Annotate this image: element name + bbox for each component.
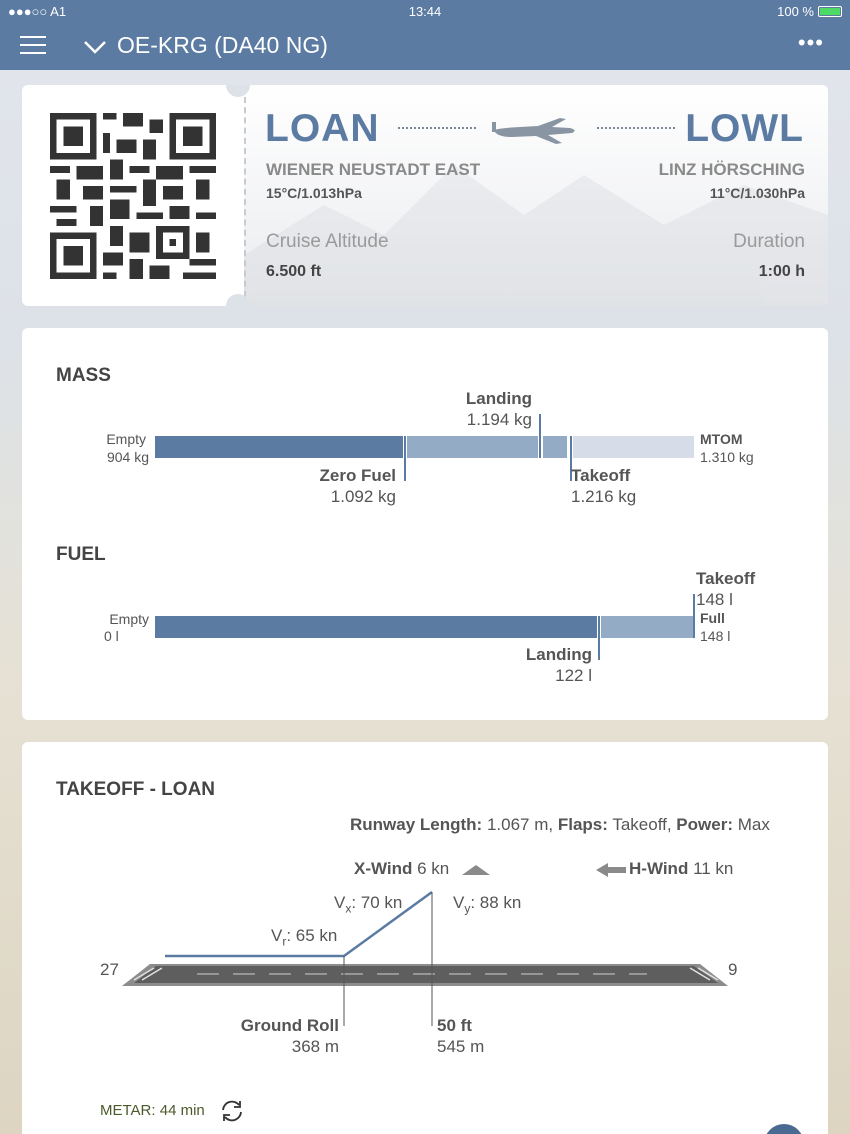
fuel-takeoff-label: Takeoff: [696, 569, 756, 588]
arrival-weather: 11°C/1.030hPa: [709, 185, 805, 201]
mass-fuel-card: [22, 328, 828, 720]
status-bar: [0, 0, 850, 22]
arrival-airport-name: LINZ HÖRSCHING: [658, 160, 805, 179]
runway-length-value: 1.067 m: [486, 815, 549, 834]
nav-bar: [0, 22, 850, 70]
chevron-down-icon[interactable]: [82, 34, 108, 60]
fuel-landing-value: 122 l: [555, 666, 592, 685]
zero-fuel-value: 1.092 kg: [330, 487, 396, 506]
runway-length-label: Runway Length:: [350, 815, 483, 834]
vx-sub: x: [345, 901, 352, 916]
mass-title: MASS: [56, 365, 111, 386]
takeoff-title: TAKEOFF - LOAN: [56, 779, 216, 800]
refresh-icon[interactable]: [218, 1097, 246, 1125]
mass-empty-value: 904 kg: [106, 449, 149, 465]
cruise-altitude-value: 6.500 ft: [266, 263, 322, 280]
qr-code: [50, 113, 216, 279]
vx-value: : 70 kn: [351, 893, 403, 912]
vr-value: : 65 kn: [286, 926, 338, 945]
fuel-empty-value: 0 l: [104, 628, 119, 644]
carrier-signal: ●●●○○ A1: [8, 4, 67, 19]
headwind-label: H-Wind: [629, 859, 689, 878]
flaps-label: Flaps:: [557, 815, 608, 834]
zero-fuel-label: Zero Fuel: [319, 466, 396, 485]
vx-info: $V_x$: 70 kn: [334, 893, 403, 916]
fuel-full-label: Full: [700, 610, 725, 626]
ticket-perforation: [244, 97, 246, 297]
vy-info: $V_y$: 88 kn: [453, 893, 522, 916]
vr-sub: r: [282, 934, 287, 949]
landing-marker: [539, 414, 541, 458]
mass-empty-label: Empty: [106, 431, 146, 447]
vr-info: $V_r$: 65 kn: [271, 926, 338, 949]
departure-weather: 15°C/1.013hPa: [266, 185, 362, 201]
metar-age: METAR: 44 min: [100, 1102, 205, 1119]
route-dots-left: [398, 127, 476, 129]
ground-roll-label: Ground Roll: [240, 1016, 339, 1035]
runway-graphic: [22, 742, 828, 1134]
fuel-title: FUEL: [56, 544, 106, 565]
takeoff-card: [22, 742, 828, 1134]
fuel-empty-label: Empty: [109, 611, 149, 627]
runway-heading-right: 9: [728, 960, 738, 979]
crosswind-label: X-Wind: [354, 859, 413, 878]
vy-sub: y: [464, 901, 471, 916]
duration-value: 1:00 h: [758, 263, 805, 280]
airplane-icon: [490, 112, 580, 148]
departure-code: LOAN: [265, 107, 380, 150]
runway-heading-left: 27: [100, 960, 119, 979]
mass-bar-zero-fuel: [155, 436, 403, 458]
fifty-ft-value: 545 m: [437, 1037, 485, 1056]
vy-value: : 88 kn: [470, 893, 522, 912]
menu-icon[interactable]: [20, 36, 46, 56]
power-label: Power:: [676, 815, 733, 834]
takeoff-label: Takeoff: [571, 466, 631, 485]
duration-label: Duration: [733, 231, 805, 252]
battery-icon: [818, 6, 842, 17]
zero-fuel-marker: [404, 436, 406, 481]
crosswind-value: 6 kn: [417, 859, 450, 878]
fuel-landing-marker: [598, 616, 600, 660]
landing-value: 1.194 kg: [466, 410, 532, 429]
departure-airport-name: WIENER NEUSTADT EAST: [266, 160, 481, 179]
takeoff-value: 1.216 kg: [571, 487, 637, 506]
power-value: Max: [737, 815, 770, 834]
fuel-takeoff-value: 148 l: [696, 590, 733, 609]
headwind-value: 11 kn: [693, 859, 734, 878]
clock: 13:44: [408, 4, 442, 19]
fuel-bar-burned: [601, 616, 694, 638]
mass-bar-landing: [407, 436, 538, 458]
fuel-takeoff-marker: [693, 594, 695, 638]
aircraft-title[interactable]: OE-KRG (DA40 NG): [117, 32, 328, 58]
ground-roll-value: 368 m: [291, 1037, 339, 1056]
battery-status: [777, 4, 842, 19]
arrival-code: LOWL: [685, 107, 804, 150]
fuel-landing-label: Landing: [525, 645, 592, 664]
flaps-value: Takeoff: [612, 815, 667, 834]
mass-bar-takeoff: [543, 436, 567, 458]
fifty-ft-label: 50 ft: [437, 1016, 472, 1035]
fuel-bar-landing: [155, 616, 597, 638]
landing-label: Landing: [465, 389, 532, 408]
runway-info: Runway Length: 1.067 m, Flaps: Takeoff, Power: Max: [350, 815, 770, 834]
battery-percent: 100 %: [777, 4, 814, 19]
more-options-icon[interactable]: •••: [797, 30, 824, 55]
fuel-full-value: 148 l: [700, 628, 731, 644]
mtom-value: 1.310 kg: [700, 449, 754, 465]
mass-bar-remaining: [573, 436, 694, 458]
flight-ticket-card[interactable]: [22, 85, 828, 306]
route-dots-right: [597, 127, 675, 129]
mtom-label: MTOM: [700, 431, 743, 447]
cruise-altitude-label: Cruise Altitude: [266, 231, 389, 252]
